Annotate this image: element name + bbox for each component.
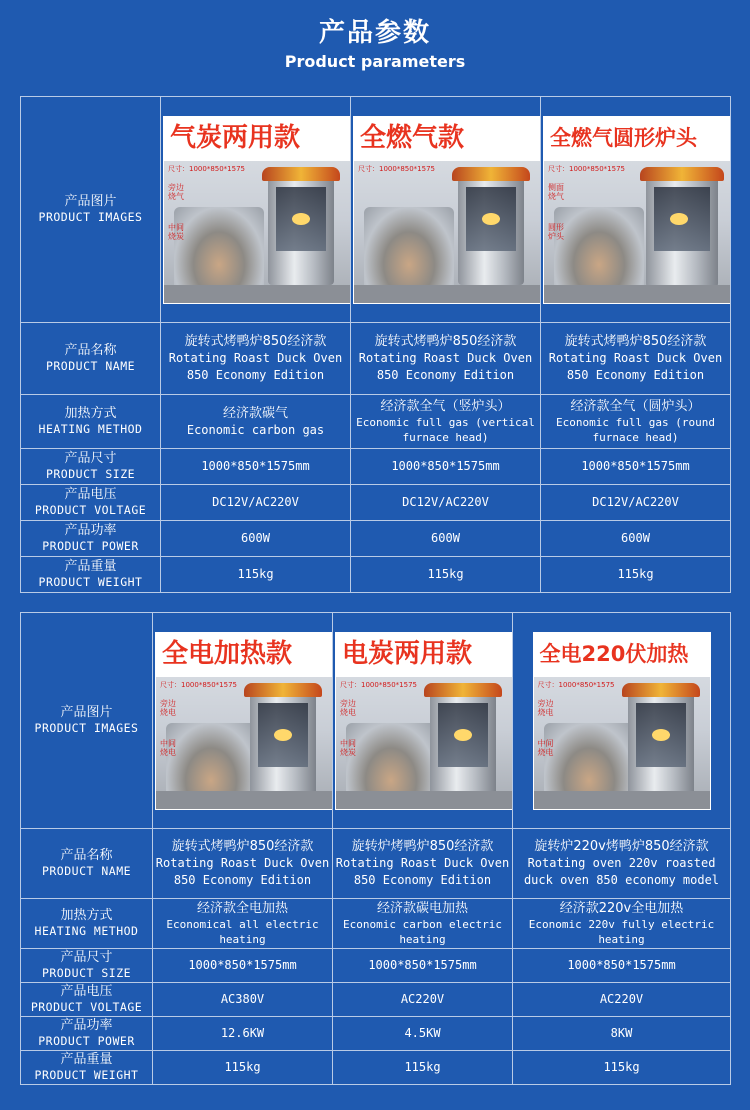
image-cell [153,613,333,829]
photo-size: 尺寸：1000*850*1575 [168,164,245,173]
label-power: 产品功率 PRODUCT POWER [21,1017,153,1051]
row-images [21,97,731,323]
photo-title: 全燃气款 [360,122,465,153]
image-cell [513,613,731,829]
photo-size: 尺寸：1000*850*1575 [340,680,417,689]
photo-size: 尺寸：1000*850*1575 [548,164,625,173]
size-cell: 1000*850*1575mm [513,949,731,983]
name-cell: 旋转式烤鸭炉850经济款 Rotating Roast Duck Oven 850 Economy Edition [153,829,333,899]
photo-callout: 中间烧电 [160,738,176,757]
row-size [21,449,731,485]
weight-cell: 115kg [351,557,541,593]
label-heating: 加热方式 HEATING METHOD [21,899,153,949]
power-cell: 600W [161,521,351,557]
row-name [21,829,731,899]
power-cell: 600W [541,521,731,557]
size-cell: 1000*850*1575mm [161,449,351,485]
product-photo [533,632,711,810]
spec-table-2 [20,612,731,1085]
label-size: 产品尺寸 PRODUCT SIZE [21,949,153,983]
row-name [21,323,731,395]
label-images: 产品图片 PRODUCT IMAGES [21,613,153,829]
photo-size: 尺寸：1000*850*1575 [537,680,615,689]
label-size: 产品尺寸 PRODUCT SIZE [21,449,161,485]
label-voltage: 产品电压 PRODUCT VOLTAGE [21,983,153,1017]
photo-callout: 中间烧电 [537,738,554,757]
photo-callout: 中间烧炭 [340,738,356,757]
row-weight [21,1051,731,1085]
row-power [21,521,731,557]
spec-table-1 [20,96,731,593]
photo-title: 气炭两用款 [170,122,301,153]
image-cell [541,97,731,323]
label-name: 产品名称 PRODUCT NAME [21,323,161,395]
voltage-cell: DC12V/AC220V [161,485,351,521]
image-cell [351,97,541,323]
page-title: 产品参数 [318,18,431,48]
photo-callout: 旁边烧电 [537,698,554,717]
row-voltage [21,485,731,521]
voltage-cell: AC220V [513,983,731,1017]
voltage-cell: AC380V [153,983,333,1017]
name-cell: 旋转炉220v烤鸭炉850经济款 Rotating oven 220v roasted duck oven 850 economy model [513,829,731,899]
name-cell: 旋转式烤鸭炉850经济款 Rotating Roast Duck Oven 850 Economy Edition [541,323,731,395]
power-cell: 600W [351,521,541,557]
label-images: 产品图片 PRODUCT IMAGES [21,97,161,323]
row-heating [21,395,731,449]
photo-title: 全燃气圆形炉头 [550,125,697,150]
product-photo [163,116,351,304]
size-cell: 1000*850*1575mm [541,449,731,485]
voltage-cell: AC220V [333,983,513,1017]
power-cell: 4.5KW [333,1017,513,1051]
power-cell: 8KW [513,1017,731,1051]
weight-cell: 115kg [153,1051,333,1085]
label-power: 产品功率 PRODUCT POWER [21,521,161,557]
power-cell: 12.6KW [153,1017,333,1051]
row-power [21,1017,731,1051]
name-cell: 旋转式烤鸭炉850经济款 Rotating Roast Duck Oven 850 Economy Edition [161,323,351,395]
label-name: 产品名称 PRODUCT NAME [21,829,153,899]
weight-cell: 115kg [541,557,731,593]
heating-cell: 经济款碳电加热 Economic carbon electric heating [333,899,513,949]
weight-cell: 115kg [161,557,351,593]
product-photo [353,116,541,304]
label-heating: 加热方式 HEATING METHOD [21,395,161,449]
heating-cell: 经济款全电加热 Economical all electric heating [153,899,333,949]
photo-size: 尺寸：1000*850*1575 [160,680,237,689]
row-heating [21,899,731,949]
heating-cell: 经济款碳气 Economic carbon gas [161,395,351,449]
photo-callout: 旁边烧电 [340,698,356,717]
photo-callout: 侧面烧气 [548,182,564,201]
size-cell: 1000*850*1575mm [333,949,513,983]
size-cell: 1000*850*1575mm [351,449,541,485]
row-voltage [21,983,731,1017]
photo-title: 全电220伏加热 [539,641,689,666]
photo-callout: 中间烧炭 [168,222,184,241]
voltage-cell: DC12V/AC220V [351,485,541,521]
name-cell: 旋转炉烤鸭炉850经济款 Rotating Roast Duck Oven 850 Economy Edition [333,829,513,899]
page-subtitle: Product parameters [284,52,466,71]
row-weight [21,557,731,593]
weight-cell: 115kg [333,1051,513,1085]
product-photo [155,632,333,810]
label-voltage: 产品电压 PRODUCT VOLTAGE [21,485,161,521]
product-photo [543,116,731,304]
heating-cell: 经济款全气（竖炉头） Economic full gas (vertical furnace head) [351,395,541,449]
photo-callout: 圆形炉头 [548,222,564,241]
photo-title: 全电加热款 [162,638,293,669]
label-weight: 产品重量 PRODUCT WEIGHT [21,1051,153,1085]
label-weight: 产品重量 PRODUCT WEIGHT [21,557,161,593]
row-images [21,613,731,829]
weight-cell: 115kg [513,1051,731,1085]
photo-title: 电炭两用款 [342,638,473,669]
voltage-cell: DC12V/AC220V [541,485,731,521]
photo-callout: 旁边烧气 [168,182,184,201]
heating-cell: 经济款220v全电加热 Economic 220v fully electric heating [513,899,731,949]
product-photo [335,632,513,810]
image-cell [161,97,351,323]
size-cell: 1000*850*1575mm [153,949,333,983]
page-header [0,0,750,80]
photo-size: 尺寸：1000*850*1575 [358,164,435,173]
heating-cell: 经济款全气（圆炉头） Economic full gas (round furnace head) [541,395,731,449]
photo-callout: 旁边烧电 [160,698,176,717]
image-cell [333,613,513,829]
name-cell: 旋转式烤鸭炉850经济款 Rotating Roast Duck Oven 850 Economy Edition [351,323,541,395]
row-size [21,949,731,983]
